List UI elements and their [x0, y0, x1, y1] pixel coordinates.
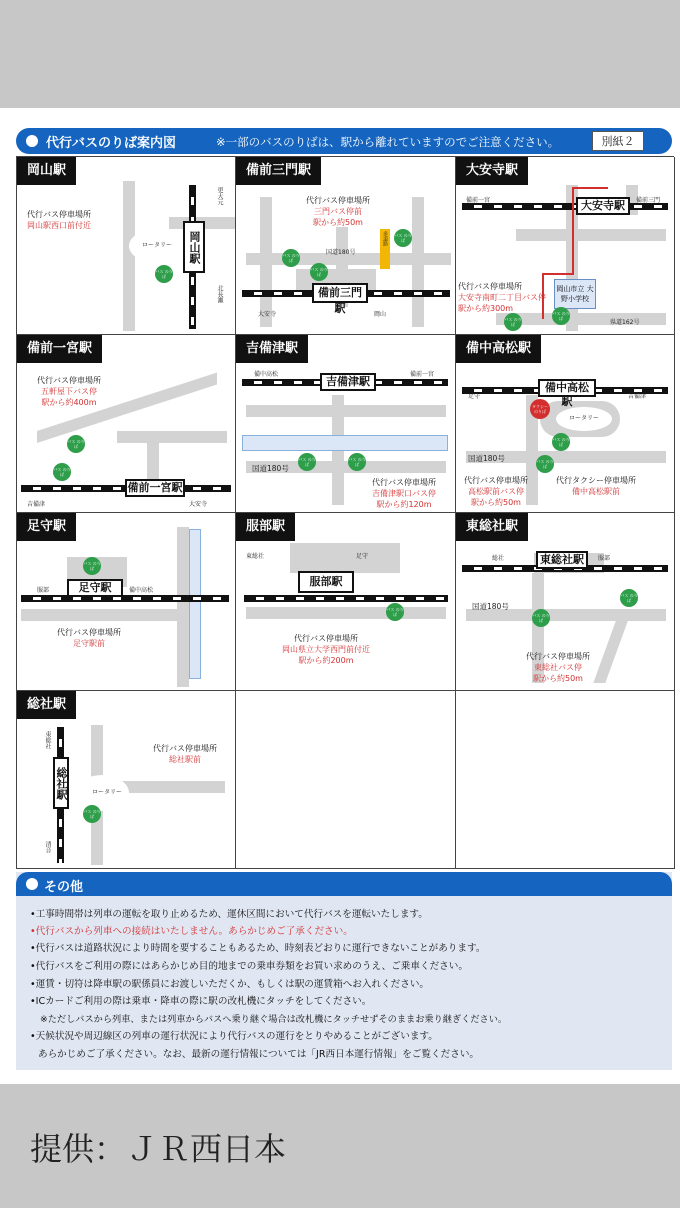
bullet-icon	[26, 135, 38, 147]
map-kibitsu: 吉備津駅 吉備津駅 バス のりば バス のりば 国道180号 代行バス停車場所 吉備津駅口バス停 駅から約120m 備中高松 備前一宮	[236, 335, 456, 513]
bus-stop-icon: バス のりば	[504, 313, 522, 331]
station-title: 備中高松駅	[456, 335, 541, 363]
rotary: ロータリー	[129, 229, 185, 263]
bus-stop-icon: バス のりば	[394, 229, 412, 247]
bus-stop-icon: バス のりば	[552, 307, 570, 325]
bullet-icon	[26, 878, 38, 890]
bus-stop-icon: バス のりば	[53, 463, 71, 481]
map-bitchu-takamatsu: 備中高松駅 ロータリー 備中高松駅 タクシー のりば バス のりば バス のりば 国道180号 代行バス停車場所 高松駅前バス停 駅から約50m 代行タクシー停車場所 備中高松駅前 足守 吉備津	[456, 335, 675, 513]
rotary: ロータリー	[75, 775, 129, 811]
other-notes-header	[16, 872, 672, 896]
station-title: 大安寺駅	[456, 157, 528, 185]
empty-cell	[236, 691, 456, 869]
rotary: ロータリー	[556, 407, 612, 431]
note-line: •ICカードご利用の際は乗車・降車の際に駅の改札機にタッチをしてください。	[30, 996, 372, 1007]
station-box: 服部駅	[298, 571, 354, 593]
map-soja: 総社駅 ロータリー 総社駅 バス のりば 代行バス停車場所 総社駅前 東総社 清音	[17, 691, 236, 869]
map-daianji: 大安寺駅 大安寺駅 岡山市立 大野小学校 バス のりば バス のりば 代行バス停車場所 大安寺南町二丁目バス停 駅から約300m 備前一宮 備前三門 県道162号	[456, 157, 675, 335]
station-box: 大安寺駅	[576, 197, 630, 215]
station-title: 備前三門駅	[236, 157, 321, 185]
taxi-note: 代行タクシー停車場所 備中高松駅前	[556, 476, 636, 496]
credit-caption: 提供：ＪＲ西日本	[30, 1130, 287, 1168]
note-line: •運賃・切符は降車駅の駅係員にお渡しいただくか、もしくは駅の運賃箱へお入れください。	[30, 979, 430, 990]
station-box: 足守駅	[67, 579, 123, 597]
station-box: 吉備津駅	[320, 373, 376, 391]
station-map-grid	[16, 156, 674, 869]
stop-note: 代行バス停車場所 東総社バス停 駅から約50m	[526, 652, 590, 683]
bus-stop-icon: バス のりば	[155, 265, 173, 283]
bus-stop-icon: バス のりば	[83, 557, 101, 575]
station-box: 東総社駅	[536, 551, 588, 569]
station-box: 岡山駅	[183, 221, 205, 273]
other-notes-box	[16, 872, 672, 1070]
bus-stop-icon: バス のりば	[532, 609, 550, 627]
note-line: •代行バスをご利用の際にはあらかじめ目的地までの乗車券類をお買い求めのうえ、ご乗車ください。	[30, 961, 468, 972]
station-title: 総社駅	[17, 691, 76, 719]
station-title: 岡山駅	[17, 157, 76, 185]
stop-note: 代行バス停車場所 足守駅前	[57, 628, 121, 648]
map-hattori: 服部駅 服部駅 バス のりば 代行バス停車場所 岡山県立大学西門前付近 駅から約200m 東総社 足守	[236, 513, 456, 691]
bus-stop-icon: バス のりば	[282, 249, 300, 267]
note-line-highlight: •代行バスから列車への接続はいたしません。あらかじめご了承ください。	[30, 926, 353, 937]
caution-text: ※一部のバスのりばは、駅から離れていますのでご注意ください。	[216, 135, 560, 149]
stop-note: 代行バス停車場所 総社駅前	[153, 744, 217, 764]
school-landmark: 岡山市立 大野小学校	[554, 279, 596, 309]
stop-note: 代行バス停車場所 三門バス停前 駅から約50m	[306, 196, 370, 227]
bus-stop-icon: バス のりば	[620, 589, 638, 607]
bus-stop-icon: バス のりば	[348, 453, 366, 471]
station-box: 備中高松駅	[538, 379, 596, 397]
map-ashimori: 足守駅 足守駅 バス のりば 代行バス停車場所 足守駅前 服部 備中高松	[17, 513, 236, 691]
bus-stop-icon: バス のりば	[536, 455, 554, 473]
stop-note: 代行バス停車場所 高松駅前バス停 駅から約50m	[464, 476, 528, 507]
note-line: ※ただしバスから列車、または列車からバスへ乗り継ぐ場合は改札機にタッチせずそのままお乗り継ぎください。	[40, 1014, 508, 1025]
note-line: •工事時間帯は列車の運転を取り止めるため、運休区間において代行バスを運転いたします。	[30, 909, 428, 920]
bus-stop-icon: バス のりば	[67, 435, 85, 453]
title-banner	[16, 128, 672, 154]
attachment-tag: 別紙２	[592, 131, 644, 151]
stop-note: 代行バス停車場所 岡山県立大学西門前付近 駅から約200m	[282, 634, 370, 665]
station-title: 足守駅	[17, 513, 76, 541]
map-higashi-soja: 東総社駅 東総社駅 バス のりば バス のりば 国道180号 代行バス停車場所 東総社バス停 駅から約50m 総社 服部	[456, 513, 675, 691]
stop-note: 代行バス停車場所 岡山駅西口前付近	[27, 210, 91, 230]
bus-stop-icon: バス のりば	[386, 603, 404, 621]
station-title: 備前一宮駅	[17, 335, 102, 363]
taxi-stand-icon: タクシー のりば	[530, 399, 550, 419]
map-bizen-mikado: 備前三門駅 備前三門駅 多道路 バス のりば バス のりば バス のりば 代行バス停車場所 三門バス停前 駅から約50m 国道180号 大安寺 岡山	[236, 157, 456, 335]
bus-stop-icon: バス のりば	[310, 263, 328, 281]
note-line: あらかじめご了承ください。なお、最新の運行情報については「JR西日本運行情報」をご覧ください。	[38, 1049, 480, 1060]
station-title: 服部駅	[236, 513, 295, 541]
station-title: 吉備津駅	[236, 335, 308, 363]
other-notes-title: その他	[44, 880, 84, 895]
bus-stop-icon: バス のりば	[552, 433, 570, 451]
bus-stop-icon: バス のりば	[298, 453, 316, 471]
station-box: 総社駅	[53, 757, 69, 809]
station-box: 備前一宮駅	[125, 479, 185, 497]
page-title: 代行バスのりば案内図	[46, 136, 177, 151]
stop-note: 代行バス停車場所 大安寺南町二丁目バス停 駅から約300m	[458, 282, 546, 313]
bus-stop-icon: バス のりば	[83, 805, 101, 823]
note-line: •代行バスは道路状況により時間を要することもあるため、時刻表どおりに運行できないことがあります。	[30, 943, 486, 954]
map-okayama: 岡山駅 ロータリー 岡山駅 バス のりば 代行バス停車場所 岡山駅西口前付近 更大元 北長瀬	[17, 157, 236, 335]
stop-note: 代行バス停車場所 五軒屋下バス停 駅から約400m	[37, 376, 101, 407]
note-line: •天候状況や周辺線区の列車の運行状況により代行バスの運行をとりやめることがございます。	[30, 1031, 438, 1042]
station-title: 東総社駅	[456, 513, 528, 541]
empty-cell	[456, 691, 675, 869]
station-box: 備前三門駅	[312, 283, 368, 303]
stop-note: 代行バス停車場所 吉備津駅口バス停 駅から約120m	[372, 478, 436, 509]
map-bizen-ichinomiya: 備前一宮駅 備前一宮駅 バス のりば バス のりば 代行バス停車場所 五軒屋下バス停 駅から約400m 吉備津 大安寺	[17, 335, 236, 513]
